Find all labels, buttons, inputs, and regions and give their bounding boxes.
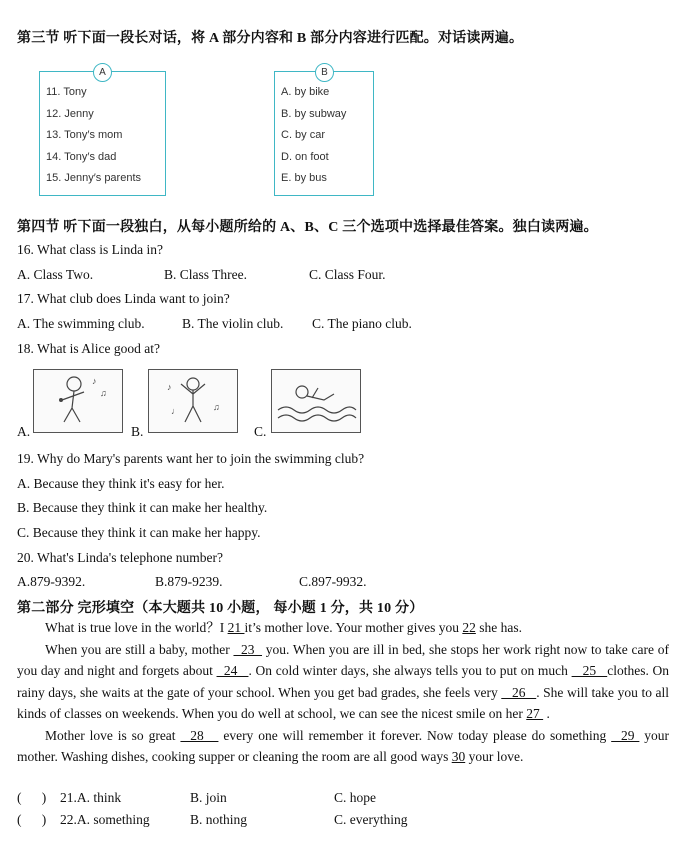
- text: your love.: [465, 749, 524, 764]
- svg-text:♪: ♪: [92, 376, 97, 386]
- swimming-picture: [271, 369, 361, 433]
- question-20: 20. What's Linda's telephone number?: [17, 550, 223, 565]
- option-16c: C. Class Four.: [309, 267, 386, 282]
- text: .: [543, 706, 550, 721]
- dancing-picture: [148, 369, 238, 433]
- question-17: 17. What club does Linda want to join?: [17, 291, 230, 306]
- list-item: B. by subway: [281, 108, 347, 120]
- option-16b: B. Class Three.: [164, 267, 247, 282]
- text: . On cold winter days, she always tells you to put on much: [248, 663, 572, 678]
- cloze-passage: [17, 617, 669, 768]
- option-16a: A. Class Two.: [17, 267, 94, 282]
- option-17b: B. The violin club.: [182, 316, 284, 331]
- option-17a: A. The swimming club.: [17, 316, 145, 331]
- text: Mother love is so great: [45, 727, 181, 743]
- option-20a: A.879-9392.: [17, 574, 86, 589]
- blank-28: 28: [180, 727, 219, 743]
- text: every one will remember it forever. Now today please do something: [218, 727, 612, 743]
- question-19: 19. Why do Mary's parents want her to join the swimming club?: [17, 451, 365, 466]
- svg-text:♫: ♫: [100, 388, 107, 398]
- svg-text:♪: ♪: [167, 382, 172, 392]
- option-19a: A. Because they think it's easy for her.: [17, 476, 225, 491]
- option-19b: B. Because they think it can make her healthy.: [17, 500, 268, 515]
- list-item: A. by bike: [281, 86, 330, 98]
- option-21a: 21.A. think: [60, 790, 122, 805]
- blank-26: 26: [501, 684, 537, 700]
- list-item: D. on foot: [281, 151, 329, 163]
- blank-23: 23: [233, 641, 263, 657]
- blank-29: 29: [611, 727, 640, 743]
- question-16: 16. What class is Linda in?: [17, 242, 163, 257]
- svg-text:♫: ♫: [213, 402, 220, 412]
- matching-box-b: [274, 67, 374, 196]
- list-item: C. by car: [281, 129, 326, 141]
- singing-picture: [33, 369, 123, 433]
- blank-27: 27: [526, 706, 544, 721]
- answer-paren-22: ( ): [17, 812, 47, 827]
- question-18: 18. What is Alice good at?: [17, 341, 160, 356]
- box-b-label: B: [315, 63, 334, 82]
- paragraph-3: [17, 725, 669, 768]
- option-17c: C. The piano club.: [312, 316, 412, 331]
- option-18b-label: B.: [131, 424, 144, 439]
- list-item: 12. Jenny: [46, 108, 94, 120]
- matching-box-a: [39, 67, 166, 196]
- text: . She will take you to all kinds of classes on weekends. When you do well at school, we can see the nicest smile on her: [17, 684, 670, 721]
- section3-heading: 第三节 听下面一段长对话，将 A 部分内容和 B 部分内容进行匹配。对话读两遍。: [17, 31, 524, 46]
- option-18c-label: C.: [254, 424, 267, 439]
- text: it’s mother love. Your mother gives you: [244, 620, 463, 635]
- list-item: E. by bus: [281, 172, 327, 184]
- text: clothes. On rainy days, she waits at the gate of your school. When you get bad grades, she feels very: [17, 663, 670, 700]
- paragraph-1: [17, 617, 669, 639]
- option-22a: 22.A. something: [60, 812, 150, 827]
- option-18a-label: A.: [17, 424, 31, 439]
- text: When you are still a baby, mother: [45, 641, 234, 657]
- text: you. When you are ill in bed, she stops her work right now to take care of you day and night and forgets about: [17, 641, 670, 678]
- blank-24: 24: [216, 663, 249, 678]
- text: What is true love in the world？I: [45, 620, 228, 635]
- blank-22: 22: [462, 620, 476, 635]
- list-item: 14. Tony′s dad: [46, 151, 117, 163]
- svg-text:♩: ♩: [171, 406, 180, 416]
- option-20c: C.897-9932.: [299, 574, 367, 589]
- option-22c: C. everything: [334, 812, 408, 827]
- option-21c: C. hope: [334, 790, 376, 805]
- answer-paren-21: ( ): [17, 790, 47, 805]
- blank-30: 30: [451, 749, 466, 764]
- paragraph-2: [17, 639, 669, 725]
- option-21b: B. join: [190, 790, 227, 805]
- blank-25: 25: [571, 663, 608, 678]
- part2-heading: 第二部分 完形填空（本大题共 10 小题， 每小题 1 分，共 10 分）: [17, 601, 424, 616]
- list-item: 15. Jenny′s parents: [46, 172, 142, 184]
- text: she has.: [475, 620, 522, 635]
- option-20b: B.879-9239.: [155, 574, 223, 589]
- blank-21: 21: [227, 620, 245, 635]
- list-item: 11. Tony: [46, 86, 87, 98]
- list-item: 13. Tony′s mom: [46, 129, 123, 141]
- option-22b: B. nothing: [190, 812, 248, 827]
- section4-heading: 第四节 听下面一段独白，从每小题所给的 A、B、C 三个选项中选择最佳答案。独白读两遍。: [17, 220, 598, 235]
- option-19c: C. Because they think it can make her happy.: [17, 525, 261, 540]
- text: your mother. Washing dishes, cooking supper or cleaning the room are all good ways: [17, 727, 670, 764]
- box-a-label: A: [93, 63, 112, 82]
